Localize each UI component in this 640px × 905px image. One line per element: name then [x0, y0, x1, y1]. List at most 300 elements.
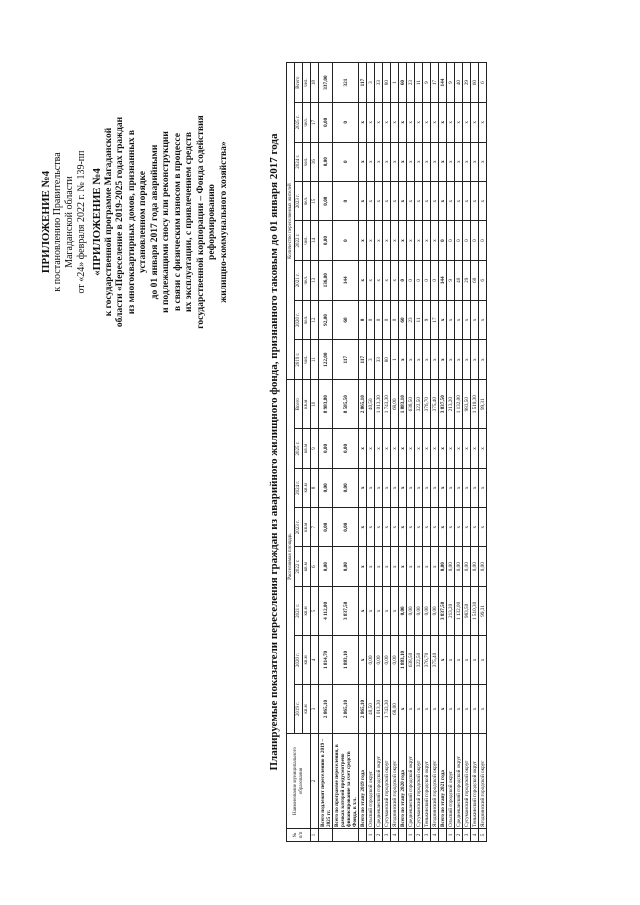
table-cell: х — [455, 300, 463, 339]
table-cell: х — [471, 429, 479, 468]
row-municipality-name: Ольский городской округ — [367, 734, 375, 829]
table-cell: х — [375, 142, 383, 181]
table-cell: х — [471, 340, 479, 380]
table-cell: 1 883,10 — [333, 635, 359, 684]
table-cell: 0,00 — [439, 547, 447, 586]
table-cell: 0,00 — [399, 586, 407, 635]
table-cell: х — [455, 684, 463, 733]
table-cell: х — [455, 635, 463, 684]
table-cell: х — [391, 221, 399, 260]
table-cell: 8 585,50 — [333, 380, 359, 429]
table-cell: 40,50 — [367, 684, 375, 733]
table-cell: 0 — [333, 103, 359, 142]
table-cell: 213,20 — [447, 586, 455, 635]
row-number — [319, 829, 333, 842]
table-cell: 1 510,30 — [471, 586, 479, 635]
table-cell: х — [391, 142, 399, 181]
table-cell: х — [375, 103, 383, 142]
table-cell: 0,00 — [319, 468, 333, 507]
area-year-header: 2025 г. — [295, 429, 303, 468]
column-number: 2 — [311, 734, 319, 829]
appendix-header-line1: ПРИЛОЖЕНИЕ №4 — [40, 170, 52, 274]
people-unit-header: чел. — [303, 142, 311, 181]
table-cell: х — [383, 103, 391, 142]
table-cell: х — [359, 221, 367, 260]
table-cell: х — [383, 260, 391, 300]
table-cell: 3 — [367, 340, 375, 380]
table-cell: х — [463, 684, 471, 733]
program-header-line7: и подлежащими сносу или реконструкции — [161, 131, 171, 313]
table-cell: х — [359, 103, 367, 142]
table-cell: х — [359, 260, 367, 300]
table-cell: х — [359, 181, 367, 220]
col-group-people: Количество переселяемых жителей — [287, 63, 295, 380]
area-unit-header: кв.м — [303, 684, 311, 733]
people-unit-header: чел. — [303, 103, 311, 142]
table-cell: 80 — [383, 340, 391, 380]
area-year-header: 2022 г. — [295, 547, 303, 586]
row-municipality-name: Ягоднинский городской округ — [431, 734, 439, 829]
table-cell: 0,00 — [415, 586, 423, 635]
table-cell: 0,00 — [319, 508, 333, 547]
table-cell: х — [391, 103, 399, 142]
table-cell: х — [375, 221, 383, 260]
row-municipality-name: Всего по этапу 2021 года — [439, 734, 447, 829]
table-cell: х — [423, 340, 431, 380]
people-year-header: 2022 г. — [295, 221, 303, 260]
table-cell: х — [455, 181, 463, 220]
table-cell: 0,00 — [333, 508, 359, 547]
table-cell: х — [415, 103, 423, 142]
col-header-name: Наименование муниципального образования — [287, 734, 311, 829]
row-municipality-name: Ягоднинский городской округ — [391, 734, 399, 829]
row-number: 1 — [407, 829, 415, 842]
column-number: 3 — [311, 684, 319, 733]
table-cell: 17 — [431, 300, 439, 339]
table-cell: 68,00 — [391, 684, 399, 733]
table-cell: х — [431, 468, 439, 507]
table-cell: 68,00 — [391, 380, 399, 429]
table-cell: х — [463, 340, 471, 380]
table-cell: х — [431, 547, 439, 586]
table-row — [431, 63, 439, 842]
table-cell: 0 — [333, 221, 359, 260]
table-cell: 23 — [407, 63, 415, 103]
table-cell: 144 — [439, 63, 447, 103]
row-number: 2 — [455, 829, 463, 842]
table-row — [383, 63, 391, 842]
table-cell: х — [383, 429, 391, 468]
table-cell: х — [463, 142, 471, 181]
table-row — [423, 63, 431, 842]
table-cell: 2 865,10 — [319, 684, 333, 733]
people-year-header: 2025 г. — [295, 103, 303, 142]
table-cell: 0,00 — [391, 635, 399, 684]
table-cell: х — [359, 468, 367, 507]
table-cell: 0 — [455, 221, 463, 260]
table-cell: х — [415, 181, 423, 220]
table-cell: х — [407, 340, 415, 380]
table-cell: 1 132,00 — [455, 380, 463, 429]
column-number: 1 — [311, 829, 319, 842]
table-cell: х — [383, 181, 391, 220]
people-unit-header: чел. — [303, 340, 311, 380]
table-row — [439, 63, 447, 842]
area-unit-header: кв.м — [303, 380, 311, 429]
row-number: 1 — [447, 829, 455, 842]
table-cell: 983,50 — [463, 586, 471, 635]
table-cell: 0 — [391, 300, 399, 339]
column-number: 6 — [311, 547, 319, 586]
row-municipality-name: Сусуманский городской округ — [415, 734, 423, 829]
table-row — [359, 63, 367, 842]
table-cell: х — [447, 300, 455, 339]
table-cell: 638,50 — [407, 635, 415, 684]
table-cell: х — [431, 340, 439, 380]
table-cell: х — [375, 547, 383, 586]
people-unit-header: чел. — [303, 221, 311, 260]
table-cell: 0,00 — [319, 547, 333, 586]
table-cell: х — [471, 103, 479, 142]
table-cell: 0 — [463, 221, 471, 260]
row-number — [333, 829, 359, 842]
row-municipality-name: Тенькинский городской округ — [471, 734, 479, 829]
years-header-row — [295, 63, 303, 842]
table-cell: 3 837,50 — [439, 586, 447, 635]
table-cell: 1 — [391, 340, 399, 380]
table-cell: х — [479, 468, 487, 507]
table-cell: х — [463, 300, 471, 339]
table-cell: х — [415, 221, 423, 260]
table-cell: 213,20 — [447, 380, 455, 429]
appendix-header-line3: Магаданской области — [64, 176, 75, 268]
table-cell: 99,31 — [479, 380, 487, 429]
table-row — [479, 63, 487, 842]
table-cell: 9 — [447, 63, 455, 103]
table-cell: х — [359, 429, 367, 468]
row-number: 3 — [383, 829, 391, 842]
row-municipality-name: Сусуманский городской округ — [383, 734, 391, 829]
table-cell: 29 — [463, 63, 471, 103]
table-cell: х — [423, 468, 431, 507]
row-municipality-name: Ольский городской округ — [447, 734, 455, 829]
units-header-row — [303, 63, 311, 842]
row-municipality-name: Всего подлежит переселению в 2019 – 2025 гг. — [319, 734, 333, 829]
table-cell: 0,00 — [319, 221, 333, 260]
table-cell: х — [423, 508, 431, 547]
people-year-header: 2021 г. — [295, 260, 303, 300]
table-cell: х — [367, 429, 375, 468]
table-cell: х — [471, 142, 479, 181]
table-cell: 0,00 — [479, 547, 487, 586]
row-number: 3 — [423, 829, 431, 842]
row-number — [439, 829, 447, 842]
table-cell: 375,40 — [431, 635, 439, 684]
table-cell: 60 — [399, 300, 407, 339]
table-cell: 0 — [375, 300, 383, 339]
table-cell: х — [367, 260, 375, 300]
table-cell: 23 — [407, 300, 415, 339]
table-cell: х — [359, 586, 367, 635]
table-cell: 99,31 — [479, 586, 487, 635]
table-cell: 0 — [367, 300, 375, 339]
table-cell: 33 — [375, 340, 383, 380]
table-row — [391, 63, 399, 842]
table-cell: 60 — [471, 63, 479, 103]
table-cell: 0 — [399, 260, 407, 300]
table-cell: х — [399, 468, 407, 507]
table-cell: 3 837,50 — [439, 380, 447, 429]
table-cell: х — [399, 340, 407, 380]
program-header-line3: области «Переселение в 2019-2025 годах граждан — [115, 116, 125, 328]
area-unit-header: кв.м — [303, 635, 311, 684]
table-cell: х — [391, 508, 399, 547]
column-number: 13 — [311, 260, 319, 300]
table-cell: х — [463, 429, 471, 468]
table-cell: х — [431, 508, 439, 547]
table-cell: х — [431, 181, 439, 220]
table-cell: х — [407, 429, 415, 468]
table-cell: х — [399, 508, 407, 547]
table-cell: 0 — [359, 300, 367, 339]
table-cell: х — [471, 300, 479, 339]
row-municipality-name: Всего по программе переселения, в рамках которой предусмотрено финансирование за счет средств Фонда, в т.ч. — [333, 734, 359, 829]
table-cell: х — [415, 340, 423, 380]
row-municipality-name: Сусуманский городской округ — [463, 734, 471, 829]
table-cell: 144 — [439, 260, 447, 300]
table-cell: х — [407, 103, 415, 142]
table-cell: 0,00 — [319, 142, 333, 181]
table-cell: 60 — [471, 260, 479, 300]
appendix-header-line2: к постановлению Правительства — [52, 152, 63, 292]
table-cell: х — [359, 508, 367, 547]
table-cell: 1 743,30 — [383, 380, 391, 429]
row-number: 5 — [479, 829, 487, 842]
table-cell: 9 — [447, 260, 455, 300]
table-cell: х — [447, 468, 455, 507]
table-cell: х — [447, 340, 455, 380]
table-cell: х — [455, 468, 463, 507]
table-cell: 117 — [359, 340, 367, 380]
table-cell: 0 — [407, 260, 415, 300]
table-cell: 3 837,50 — [333, 586, 359, 635]
table-cell: х — [399, 684, 407, 733]
table-cell: х — [415, 508, 423, 547]
table-cell: х — [471, 508, 479, 547]
table-cell: 1 132,00 — [455, 586, 463, 635]
table-cell: 2 865,10 — [359, 684, 367, 733]
table-cell: 9 — [423, 300, 431, 339]
row-number: 2 — [375, 829, 383, 842]
table-cell: 9 — [423, 63, 431, 103]
col-header-num: № п/п — [287, 829, 311, 842]
table-cell: 0 — [333, 142, 359, 181]
column-number: 9 — [311, 429, 319, 468]
table-cell: 337,00 — [319, 63, 333, 103]
row-number: 4 — [471, 829, 479, 842]
table-cell: х — [375, 468, 383, 507]
table-cell: 376,70 — [423, 380, 431, 429]
table-cell: 80 — [383, 63, 391, 103]
program-header-line4: из многоквартирных домов, признанных в — [126, 129, 137, 315]
table-cell: х — [479, 181, 487, 220]
table-cell: х — [399, 429, 407, 468]
people-unit-header: чел. — [303, 300, 311, 339]
table-cell: 983,50 — [463, 380, 471, 429]
people-year-header: 2019 г. — [295, 340, 303, 380]
table-cell: х — [359, 142, 367, 181]
table-cell: 0,00 — [407, 586, 415, 635]
area-year-header: 2024 г. — [295, 468, 303, 507]
table-cell: х — [463, 635, 471, 684]
table-cell: 117 — [333, 340, 359, 380]
table-cell: х — [415, 429, 423, 468]
table-cell: 40,50 — [367, 380, 375, 429]
table-cell: х — [439, 508, 447, 547]
table-cell: х — [407, 468, 415, 507]
table-cell: 0 — [415, 260, 423, 300]
table-cell: х — [447, 142, 455, 181]
people-year-header: 2023 г. — [295, 181, 303, 220]
table-cell: х — [447, 181, 455, 220]
area-unit-header: кв.м — [303, 468, 311, 507]
area-unit-header: кв.м — [303, 508, 311, 547]
table-cell: х — [479, 340, 487, 380]
table-cell: х — [367, 508, 375, 547]
table-cell: 0 — [471, 221, 479, 260]
table-cell: х — [423, 142, 431, 181]
table-cell: 322,50 — [415, 635, 423, 684]
column-number: 5 — [311, 586, 319, 635]
table-cell: 0,00 — [333, 468, 359, 507]
row-municipality-name: Ягоднинский городской округ — [479, 734, 487, 829]
column-number: 8 — [311, 468, 319, 507]
row-municipality-name: Среднеканский городской округ — [455, 734, 463, 829]
row-municipality-name: Тенькинский городской округ — [423, 734, 431, 829]
table-cell: х — [423, 181, 431, 220]
table-row — [447, 63, 455, 842]
table-cell: х — [367, 142, 375, 181]
table-cell: 0 — [479, 221, 487, 260]
table-cell: х — [463, 103, 471, 142]
column-number: 10 — [311, 380, 319, 429]
table-row — [367, 63, 375, 842]
table-cell: 0 — [423, 260, 431, 300]
table-cell: 136,00 — [319, 260, 333, 300]
table-cell: 8 983,80 — [319, 380, 333, 429]
table-cell: 322,50 — [415, 380, 423, 429]
table-cell: 17 — [431, 63, 439, 103]
table-cell: х — [383, 547, 391, 586]
program-header-line9: их эксплуатации, с привлечением средств — [184, 132, 194, 312]
row-municipality-name: Среднеканский городской округ — [375, 734, 383, 829]
table-cell: х — [399, 181, 407, 220]
table-cell: 0,00 — [471, 547, 479, 586]
table-cell: х — [383, 586, 391, 635]
table-cell: 4 112,00 — [319, 586, 333, 635]
table-cell: 0,00 — [319, 429, 333, 468]
table-title: Планируемые показатели переселения граждан из аварийного жилищного фонда, признанного таковым до 01 января 2017 года — [268, 133, 280, 771]
program-header-line12: жилищно-коммунального хозяйства» — [218, 141, 229, 303]
table-cell: х — [479, 429, 487, 468]
table-cell: х — [471, 468, 479, 507]
table-cell: х — [471, 635, 479, 684]
program-appendix-header — [92, 62, 230, 382]
column-number: 7 — [311, 508, 319, 547]
appendix-header — [40, 62, 88, 382]
table-row — [415, 63, 423, 842]
table-cell: х — [391, 468, 399, 507]
people-year-header: 2024 г. — [295, 142, 303, 181]
table-cell: 1 814,70 — [319, 635, 333, 684]
area-year-header: 2021 г. — [295, 586, 303, 635]
table-cell: х — [391, 547, 399, 586]
table-cell: 40 — [455, 260, 463, 300]
table-cell: 11 — [415, 300, 423, 339]
table-cell: 6 — [479, 63, 487, 103]
table-cell: х — [455, 142, 463, 181]
table-cell: х — [463, 468, 471, 507]
table-cell: х — [455, 429, 463, 468]
table-cell: 376,70 — [423, 635, 431, 684]
column-number: 4 — [311, 635, 319, 684]
table-cell: 638,50 — [407, 380, 415, 429]
area-year-header: Всего — [295, 380, 303, 429]
table-cell: х — [423, 103, 431, 142]
table-cell: 0 — [333, 181, 359, 220]
table-cell: х — [431, 142, 439, 181]
table-cell: х — [375, 181, 383, 220]
column-number: 14 — [311, 221, 319, 260]
people-year-header: 2020 г. — [295, 300, 303, 339]
table-cell: 6 — [479, 260, 487, 300]
area-year-header: 2020 г. — [295, 635, 303, 684]
table-cell: х — [415, 684, 423, 733]
program-header-line2: к государственной программе Магаданской — [103, 127, 114, 317]
table-cell: 1 883,10 — [399, 635, 407, 684]
table-cell: х — [367, 468, 375, 507]
table-cell: 0 — [431, 260, 439, 300]
table-cell: х — [439, 684, 447, 733]
people-unit-header: чел. — [303, 63, 311, 103]
table-cell: х — [439, 429, 447, 468]
table-cell: 0,00 — [333, 429, 359, 468]
table-cell: х — [383, 142, 391, 181]
table-cell: 375,40 — [431, 380, 439, 429]
table-cell: х — [431, 221, 439, 260]
table-cell: 1 013,30 — [375, 380, 383, 429]
row-municipality-name: Всего по этапу 2020 года — [399, 734, 407, 829]
table-cell: х — [439, 340, 447, 380]
table-cell: 2 865,10 — [333, 684, 359, 733]
table-cell: 0 — [439, 221, 447, 260]
table-cell: х — [439, 635, 447, 684]
table-cell: х — [439, 468, 447, 507]
table-cell: 0,00 — [375, 635, 383, 684]
table-cell: 122,00 — [319, 340, 333, 380]
table-row — [407, 63, 415, 842]
resettlement-table — [286, 62, 487, 842]
table-cell: 92,00 — [319, 300, 333, 339]
table-cell: х — [455, 340, 463, 380]
table-cell: 144 — [333, 260, 359, 300]
table-cell: 1 013,30 — [375, 684, 383, 733]
table-cell: х — [375, 429, 383, 468]
table-cell: х — [399, 142, 407, 181]
table-cell: х — [439, 142, 447, 181]
column-number-row — [311, 63, 319, 842]
table-cell: 1 — [391, 63, 399, 103]
